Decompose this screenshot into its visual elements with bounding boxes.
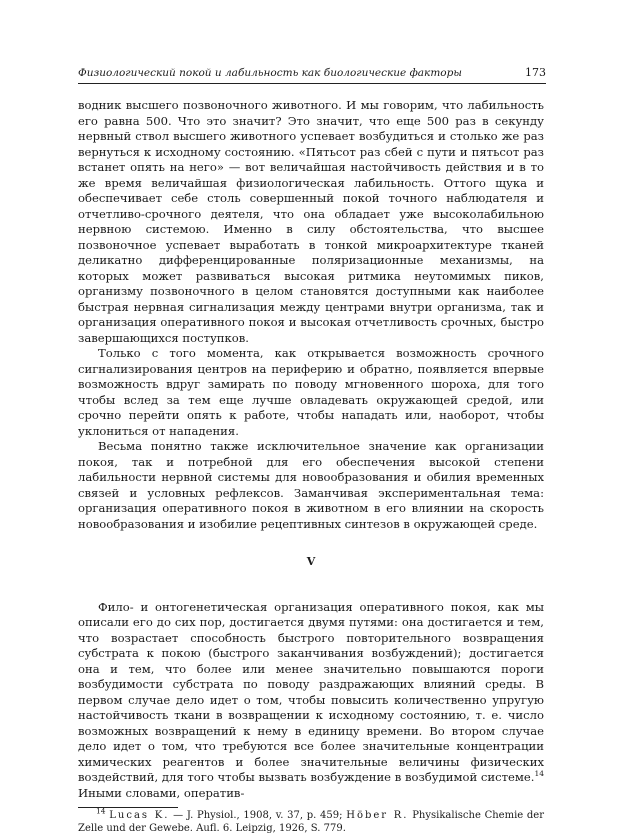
paragraph-4-continuation: Иными словами, оператив- xyxy=(78,785,245,800)
paragraph-2: Только с того момента, как открывается возможность срочного сигнализирования центров на периферию и обратно, появляется впервые возможность вдруг замирать по поводу мгновенного шороха, для того чтобы вслед за тем еще лучше овладевать окружающей средой, или срочно перейти опять к работе, чтобы нападать или, наоборот, чтобы уклониться от нападения. xyxy=(78,346,544,438)
running-title: Физиологический покой и лабильность как биологические факторы xyxy=(78,67,462,79)
section-heading: V xyxy=(306,555,316,568)
paragraph-4 xyxy=(78,600,544,802)
footnote-ref-1: — J. Physiol., 1908, v. 37, p. 459; xyxy=(169,810,347,821)
page xyxy=(78,66,544,835)
body-text xyxy=(78,98,544,801)
paragraph-1: водник высшего позвоночного животного. И мы говорим, что лабильность его равна 500. Что это значит? Это значит, что еще 500 раз в секунду нервный ствол высшего животного успевает возбудиться и столько же раз вернуться к исходному состоянию. «Пятьсот раз сбей с пути и пятьсот раз встанет опять на него» — вот величайшая настойчивость действия и в то же время величайшая физиологическая лабильность. Оттого щука и обеспечивает себе столь совершенный покой точного наблюдателя и отчетливо-срочного деятеля, что она обладает уже высоколабильною нервною системою. Именно в силу обстоятельства, что высшее позвоночное успевает выработать в тонкой микроархитектуре тканей деликатно дифференцированные поляризационные механизмы, на которых может развиваться высокая ритмика неутомимых пиков, организму позвоночного в целом становятся доступными как наиболее быстрая нервная сигнализация между центрами внутри организма, так и организация оперативного покоя и высокая отчетливость срочных, быстро завершающихся поступков. xyxy=(78,98,544,345)
footnote-ref-2: Physikalische Chemie der Zelle und der Gewebe. Aufl. 6. Leipzig, 1926, S. 779. xyxy=(78,810,544,834)
footnote-mark: 14 xyxy=(96,806,106,816)
footnote-author-1: Lucas K. xyxy=(109,810,170,821)
footnote xyxy=(78,806,544,835)
footnote-divider xyxy=(78,807,178,808)
running-header xyxy=(78,66,546,84)
paragraph-4-text: Фило- и онтогенетическая организация оперативного покоя, как мы описали его до сих пор, достигается двумя путями: она достигается и тем, что возрастает способность быстрого повторительного возвращения субстрата к покою (быстрого заканчивания возбуждений); достигается она и тем, что более или менее значительно повышаются пороги возбудимости субстрата по поводу раздражающих влияний среды. В первом случае дело идет о том, чтобы повысить количественно упругую настойчивость ткани в возвращении к исходному состоянию, т. е. число возможных возвращений к нему в единицу времени. Во втором случае дело идет о том, что требуются все более значительные концентрации химических реагентов и более значительные величины физических воздействий, для того чтобы вызвать возбуждение в возбудимой системе. xyxy=(78,599,544,784)
page-number: 173 xyxy=(525,66,546,79)
paragraph-3: Весьма понятно также исключительное значение как организации покоя, так и потребной для его обеспечения высокой степени лабильности нервной системы для новообразования и обилия временных связей и условных рефлексов. Заманчивая экспериментальная тема: организация оперативного покоя в животном в его влиянии на скорость новообразования и изобилие рецептивных синтезов в окружающей среде. xyxy=(78,439,544,531)
footnote-author-2: Höber R. xyxy=(346,810,409,821)
footnote-reference[interactable]: 14 xyxy=(534,769,544,779)
